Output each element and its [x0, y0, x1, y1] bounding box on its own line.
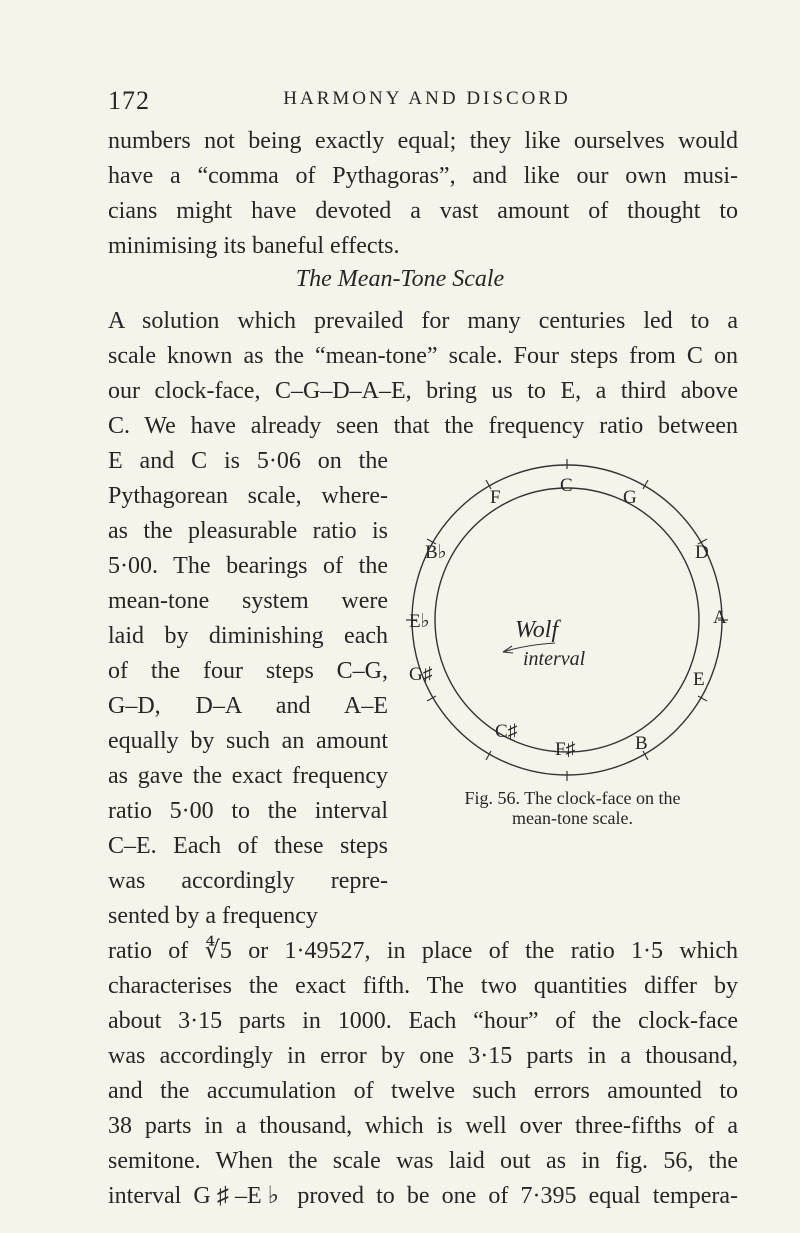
note-gsharp: G♯	[409, 664, 433, 685]
note-g: G	[623, 487, 637, 508]
text-line: Pythagorean scale, where-	[108, 483, 388, 509]
section-heading: The Mean-Tone Scale	[295, 266, 505, 292]
text-line: about 3·15 parts in 1000. Each “hour” of the clock-face	[108, 1008, 738, 1034]
note-eflat: E♭	[409, 611, 430, 632]
outer-circle	[412, 465, 722, 775]
text-line: scale known as the “mean-tone” scale. Four steps from C on	[108, 343, 738, 369]
text-line: G–D, D–A and A–E	[108, 693, 388, 719]
note-f: F	[490, 487, 501, 508]
text-line: was accordingly in error by one 3·15 parts in a thousand,	[108, 1043, 738, 1069]
note-e: E	[693, 669, 705, 690]
text-line: of the four steps C–G,	[108, 658, 388, 684]
text-line: as gave the exact frequency	[108, 763, 388, 789]
text-line: and the accumulation of twelve such errors amounted to	[108, 1078, 738, 1104]
text-line: C. We have already seen that the frequency ratio between	[108, 413, 738, 439]
text-line: equally by such an amount	[108, 728, 388, 754]
text-line: our clock-face, C–G–D–A–E, bring us to E, a third above	[108, 378, 738, 404]
text-line: laid by diminishing each	[108, 623, 388, 649]
text-line: 5·00. The bearings of the	[108, 553, 388, 579]
text-line: mean-tone system were	[108, 588, 388, 614]
page-number: 172	[108, 86, 150, 115]
note-d: D	[695, 542, 709, 563]
note-a: A	[713, 607, 727, 628]
inner-circle	[435, 488, 699, 752]
text-line: characterises the exact fifth. The two quantities differ by	[108, 973, 738, 999]
text-line: sented by a frequency	[108, 903, 318, 929]
caption-line: mean-tone scale.	[512, 808, 633, 828]
clock-face-diagram	[395, 455, 740, 785]
note-fsharp: F♯	[555, 739, 576, 760]
text-line: C–E. Each of these steps	[108, 833, 388, 859]
text-line: ratio 5·00 to the interval	[108, 798, 388, 824]
running-head: HARMONY AND DISCORD	[283, 88, 571, 109]
text-line: was accordingly repre-	[108, 868, 388, 894]
figure-caption	[405, 788, 740, 828]
text-line: ratio of ∜5 or 1·49527, in place of the ratio 1·5 which	[108, 938, 738, 964]
note-csharp: C♯	[495, 721, 518, 742]
note-c: C	[560, 475, 573, 496]
note-b: B	[635, 733, 648, 754]
text-line: E and C is 5·06 on the	[108, 448, 388, 474]
text-line: A solution which prevailed for many centuries led to a	[108, 308, 738, 334]
text-line: interval G♯–E♭ proved to be one of 7·395 equal tempera-	[108, 1183, 738, 1209]
note-bflat: B♭	[425, 542, 447, 563]
page-header	[108, 86, 716, 116]
wolf-label: Wolf	[515, 617, 559, 643]
text-line: as the pleasurable ratio is	[108, 518, 388, 544]
text-line: semitone. When the scale was laid out as in fig. 56, the	[108, 1148, 738, 1174]
caption-line: Fig. 56. The clock-face on the	[464, 788, 681, 808]
text-line: numbers not being exactly equal; they like ourselves would	[108, 128, 738, 154]
text-line: cians might have devoted a vast amount of thought to	[108, 198, 738, 224]
clock-face-figure	[395, 455, 740, 785]
text-line: 38 parts in a thousand, which is well over three-fifths of a	[108, 1113, 738, 1139]
text-line: minimising its baneful effects.	[108, 233, 400, 259]
text-line: have a “comma of Pythagoras”, and like our own musi-	[108, 163, 738, 189]
interval-label: interval	[523, 648, 586, 670]
